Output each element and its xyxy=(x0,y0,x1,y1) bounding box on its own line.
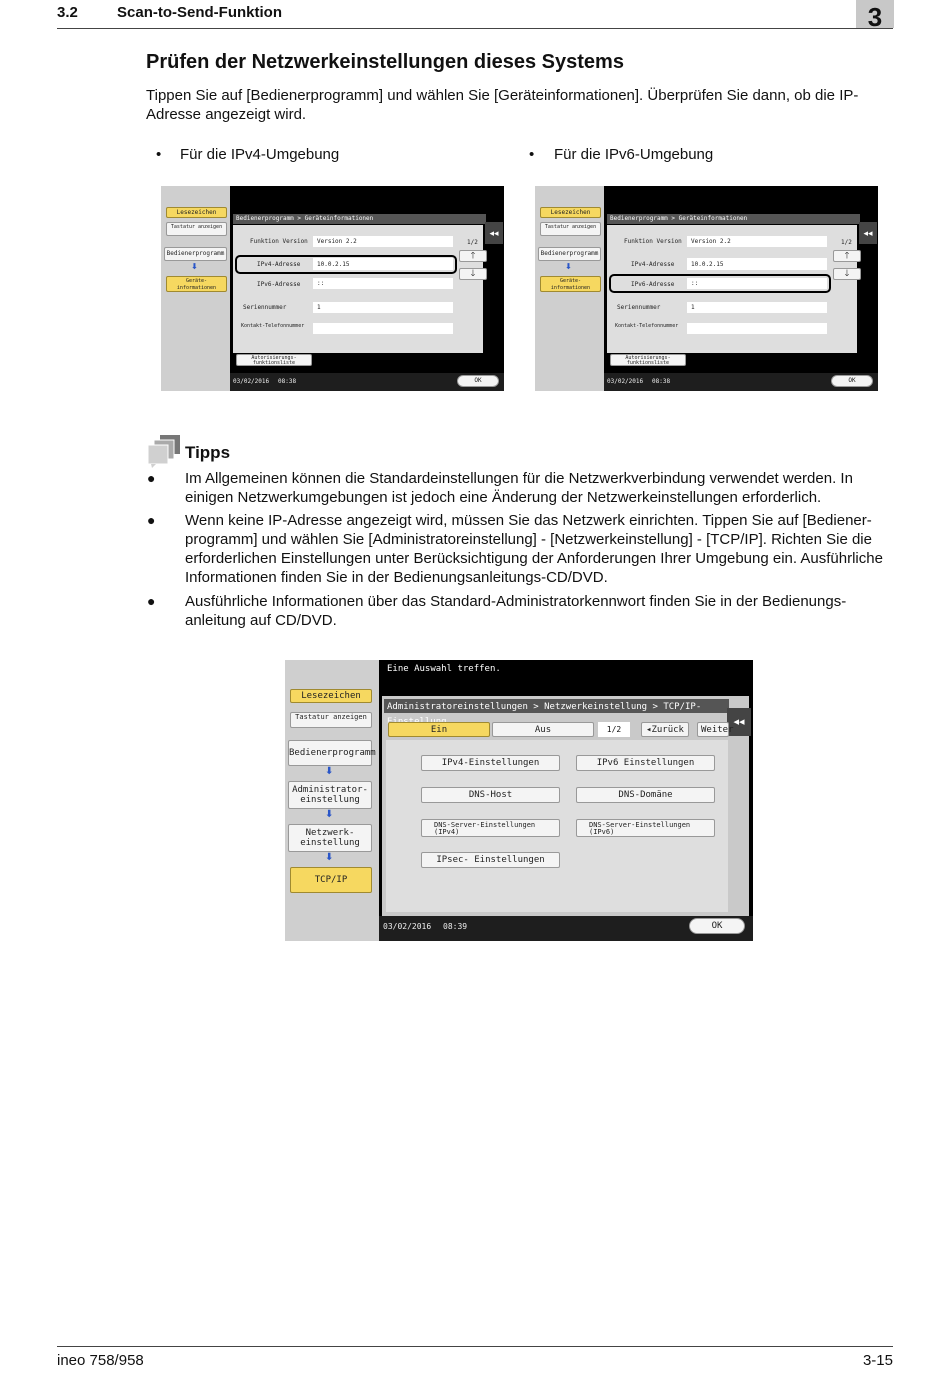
utility-button[interactable]: Bedienerprogramm xyxy=(538,247,601,261)
tips-icon xyxy=(146,434,182,468)
row-label: IPv6-Adresse xyxy=(257,281,301,288)
header-rule xyxy=(57,28,893,29)
row-value: 10.0.2.15 xyxy=(317,261,350,268)
page-heading: Prüfen der Netzwerkeinstellungen dieses Systems xyxy=(146,51,624,73)
collapse-icon[interactable]: ◂◂ xyxy=(485,222,503,244)
bullet-dot: ● xyxy=(147,470,156,486)
breadcrumb: Bedienerprogramm > Geräteinformationen xyxy=(610,215,748,222)
row-label: IPv4-Adresse xyxy=(257,261,301,268)
row-label: Kontakt-Telefonnummer xyxy=(615,323,679,329)
off-tab[interactable]: Aus xyxy=(492,722,594,737)
bookmark-button[interactable]: Lesezeichen xyxy=(166,207,227,218)
utility-button[interactable]: Bedienerprogramm xyxy=(288,740,372,766)
row-value: 1 xyxy=(691,304,695,311)
row-value-field xyxy=(687,278,827,289)
arrow-down-icon: ⬇ xyxy=(325,852,334,863)
row-label: Funktion Version xyxy=(624,238,682,245)
auth-function-list-button[interactable]: Autorisierungs-funktionsliste xyxy=(610,354,686,366)
ok-button[interactable]: OK xyxy=(457,375,499,387)
breadcrumb-bar xyxy=(607,214,860,224)
row-label: IPv6-Adresse xyxy=(631,281,675,288)
breadcrumb: Administratoreinstellungen > Netzwerkeinstellung > TCP/IP- xyxy=(387,702,702,712)
status-time: 08:38 xyxy=(278,378,297,385)
breadcrumb: Bedienerprogramm > Geräteinformationen xyxy=(236,215,374,222)
breadcrumb-bar xyxy=(384,699,729,713)
scroll-up-button[interactable]: 🡑 xyxy=(833,250,861,262)
ipsec-settings-button[interactable]: IPsec- Einstellungen xyxy=(421,852,560,868)
status-date: 03/02/2016 xyxy=(233,378,270,385)
dns-server-ipv6-button[interactable]: DNS-Server-Einstellungen (IPv6) xyxy=(576,819,715,837)
keypad-button[interactable]: Tastatur anzeigen xyxy=(166,222,227,236)
dns-server-ipv4-button[interactable]: DNS-Server-Einstellungen (IPv4) xyxy=(421,819,560,837)
row-label: Funktion Version xyxy=(250,238,308,245)
scroll-down-button[interactable]: 🡓 xyxy=(459,268,487,280)
footer-page-number: 3-15 xyxy=(862,1352,893,1369)
screenshot-tcpip xyxy=(285,660,753,941)
collapse-icon[interactable]: ◂◂ xyxy=(727,708,751,736)
tip-item: Wenn keine IP-Adresse angezeigt wird, müssen Sie das Netzwerk einrichten. Tippen Sie auf [Bediener-programm] und wählen Sie [Administratoreinstellung] - [Netzwerkeinstellung] - [TCP/IP]. Richten Sie die erforderlichen Einstellungen unter Berücksichtigung der Anforderungen Ihrer Umgebung ein. Ausführliche Informationen finden Sie in der Bedienungsanleitungs-CD/DVD. xyxy=(185,512,883,586)
row-value: Version 2.2 xyxy=(317,238,357,245)
screenshot-ipv6 xyxy=(535,186,878,391)
ipv4-settings-button[interactable]: IPv4-Einstellungen xyxy=(421,755,560,771)
collapse-icon[interactable]: ◂◂ xyxy=(859,222,877,244)
breadcrumb-bar xyxy=(233,214,486,224)
tip-item: Ausführliche Informationen über das Standard-Administratorkennwort finden Sie in der Bedienungs-anleitung auf CD/DVD. xyxy=(185,593,847,629)
row-value: 10.0.2.15 xyxy=(691,261,724,268)
back-button[interactable] xyxy=(641,722,689,737)
section-number: 3.2 xyxy=(57,4,78,21)
top-message: Eine Auswahl treffen. xyxy=(387,664,501,674)
device-info-button[interactable]: Geräte-informationen xyxy=(540,276,601,292)
row-label: Seriennummer xyxy=(243,304,287,311)
row-label: Kontakt-Telefonnummer xyxy=(241,323,305,329)
row-label: Seriennummer xyxy=(617,304,661,311)
on-tab[interactable]: Ein xyxy=(388,722,490,737)
page-indicator xyxy=(598,722,630,737)
row-label: IPv4-Adresse xyxy=(631,261,675,268)
footer-rule xyxy=(57,1346,893,1347)
dns-host-button[interactable]: DNS-Host xyxy=(421,787,560,803)
bookmark-button[interactable]: Lesezeichen xyxy=(290,689,372,703)
top-bar xyxy=(230,186,504,213)
chapter-number: 3 xyxy=(867,2,883,32)
admin-settings-button[interactable]: Administrator-einstellung xyxy=(288,781,372,809)
row-value: 1 xyxy=(317,304,321,311)
row-value-field xyxy=(313,302,453,313)
section-title: Scan-to-Send-Funktion xyxy=(117,4,282,21)
keypad-button[interactable]: Tastatur anzeigen xyxy=(290,712,372,728)
scroll-up-button[interactable]: 🡑 xyxy=(459,250,487,262)
status-time: 08:39 xyxy=(443,922,468,931)
bullet-dot: • xyxy=(156,146,162,163)
row-value-field xyxy=(313,278,453,289)
ok-button[interactable]: OK xyxy=(831,375,873,387)
bullet-dot: ● xyxy=(147,593,156,609)
ok-button[interactable]: OK xyxy=(689,918,745,934)
row-value: Version 2.2 xyxy=(691,238,731,245)
arrow-down-icon: ⬇ xyxy=(565,262,572,271)
row-value-field xyxy=(687,323,827,334)
page-indicator: 1/2 xyxy=(467,239,478,246)
row-value: :: xyxy=(317,280,325,287)
keypad-button[interactable]: Tastatur anzeigen xyxy=(540,222,601,236)
screenshot-ipv4 xyxy=(161,186,504,391)
back-label: Zurück xyxy=(651,725,684,735)
bookmark-button[interactable]: Lesezeichen xyxy=(540,207,601,218)
page-indicator: 1/2 xyxy=(841,239,852,246)
tips-heading: Tipps xyxy=(185,443,231,462)
status-date: 03/02/2016 xyxy=(383,922,432,931)
network-settings-button[interactable]: Netzwerk-einstellung xyxy=(288,824,372,852)
dns-domain-button[interactable]: DNS-Domäne xyxy=(576,787,715,803)
utility-button[interactable]: Bedienerprogramm xyxy=(164,247,227,261)
status-date: 03/02/2016 xyxy=(607,378,644,385)
next-button[interactable]: Weiter xyxy=(697,722,729,737)
tip-item: Im Allgemeinen können die Standardeinstellungen für die Netzwerkverbindung verwendet werden. In einigen Netzwerkumgebungen ist jedoch eine Änderung der Netzwerkeinstellungen erforderlich. xyxy=(185,470,853,506)
footer-model: ineo 758/958 xyxy=(57,1352,144,1369)
row-value-field xyxy=(687,302,827,313)
back-icon: ◂ xyxy=(646,725,652,735)
row-value: :: xyxy=(691,280,699,287)
auth-function-list-button[interactable]: Autorisierungs-funktionsliste xyxy=(236,354,312,366)
bullet-ipv4: Für die IPv4-Umgebung xyxy=(180,146,340,163)
arrow-down-icon: ⬇ xyxy=(191,262,198,271)
intro-paragraph: Tippen Sie auf [Bedienerprogramm] und wählen Sie [Geräteinformationen]. Überprüfen Sie dann, ob die IP-Adresse angezeigt wird. xyxy=(146,87,859,123)
bullet-dot: ● xyxy=(147,512,156,528)
arrow-down-icon: ⬇ xyxy=(325,809,334,820)
bullet-ipv6: Für die IPv6-Umgebung xyxy=(554,146,714,163)
bullet-dot: • xyxy=(529,146,535,163)
page-indicator-text: 1/2 xyxy=(606,725,622,734)
row-value-field xyxy=(313,323,453,334)
status-time: 08:38 xyxy=(652,378,671,385)
arrow-down-icon: ⬇ xyxy=(325,766,334,777)
device-info-button[interactable]: Geräte-informationen xyxy=(166,276,227,292)
tcpip-button[interactable]: TCP/IP xyxy=(290,867,372,893)
scroll-down-button[interactable]: 🡓 xyxy=(833,268,861,280)
ipv6-settings-button[interactable]: IPv6 Einstellungen xyxy=(576,755,715,771)
